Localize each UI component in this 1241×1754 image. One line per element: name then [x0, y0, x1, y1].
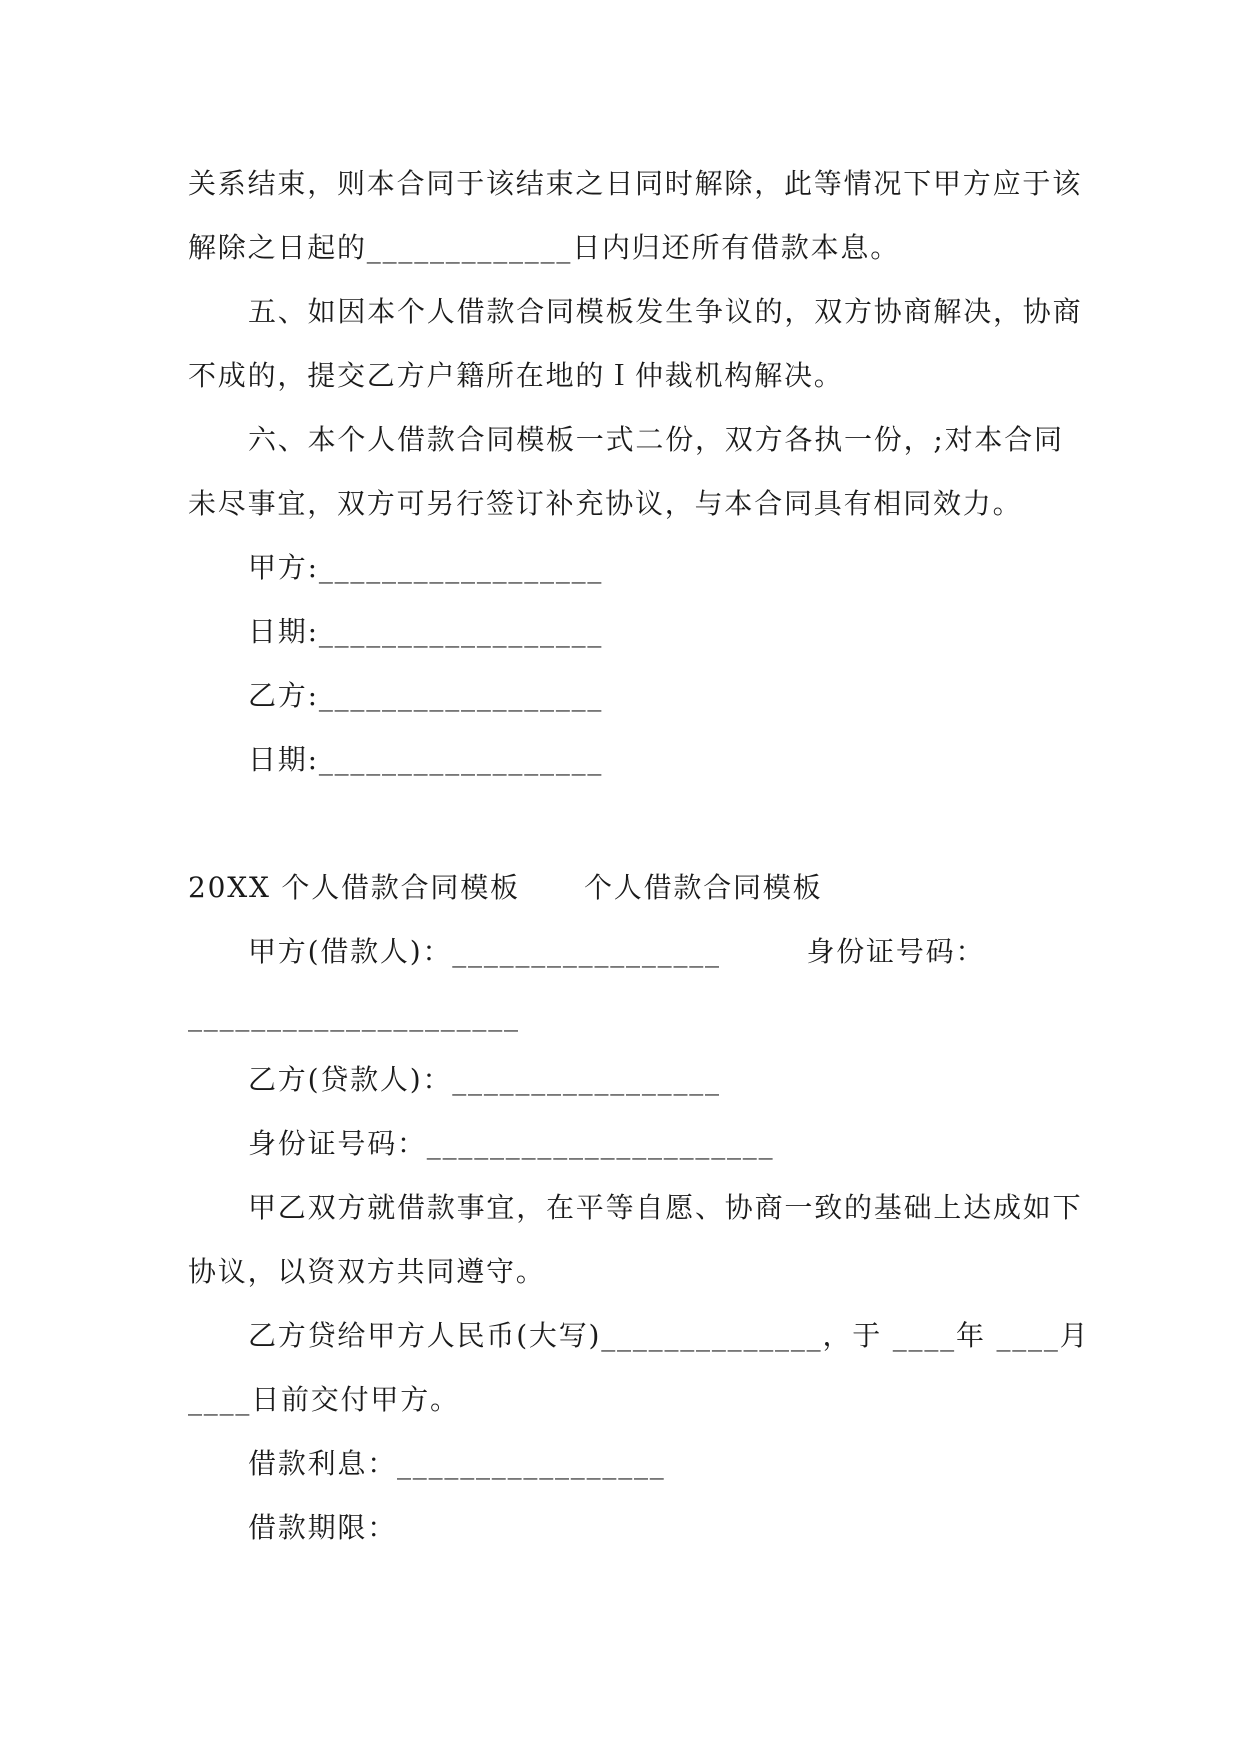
party-a-date: 日期:__________________: [248, 615, 604, 648]
borrower-line: 甲方(借款人)：_________________ 身份证号码：: [248, 935, 986, 968]
party-a-signature: 甲方:__________________: [248, 551, 604, 584]
paragraph-4-line-1: 关系结束，则本合同于该结束之日同时解除，此等情况下甲方应于该: [188, 167, 1083, 200]
party-b-date: 日期:__________________: [248, 743, 604, 776]
agreement-intro-line-2: 协议，以资双方共同遵守。: [188, 1255, 546, 1288]
clause-6-line-2: 未尽事宜，双方可另行签订补充协议，与本合同具有相同效力。: [188, 487, 1023, 520]
loan-term-line: 借款期限：: [248, 1511, 398, 1544]
clause-5-line-2: 不成的，提交乙方户籍所在地的Ｉ仲裁机构解决。: [188, 359, 844, 392]
loan-interest-line: 借款利息：_________________: [248, 1447, 666, 1480]
loan-amount-line-2: ____日前交付甲方。: [188, 1383, 460, 1416]
section-title: 20XX 个人借款合同模板 个人借款合同模板: [188, 871, 823, 904]
lender-line: 乙方(贷款人)：_________________: [248, 1063, 721, 1096]
lender-id-line: 身份证号码：______________________: [248, 1127, 775, 1160]
loan-amount-line-1: 乙方贷给甲方人民币(大写)______________，于 ____年 ____月: [248, 1319, 1090, 1352]
clause-5-line-1: 五、如因本个人借款合同模板发生争议的，双方协商解决，协商: [248, 295, 1083, 328]
party-b-signature: 乙方:__________________: [248, 679, 604, 712]
agreement-intro-line-1: 甲乙双方就借款事宜，在平等自愿、协商一致的基础上达成如下: [248, 1191, 1083, 1224]
clause-6-line-1: 六、本个人借款合同模板一式二份，双方各执一份，;对本合同: [248, 423, 1064, 456]
paragraph-4-line-2: 解除之日起的_____________日内归还所有借款本息。: [188, 231, 901, 264]
borrower-id-blank: _____________________: [188, 999, 520, 1032]
